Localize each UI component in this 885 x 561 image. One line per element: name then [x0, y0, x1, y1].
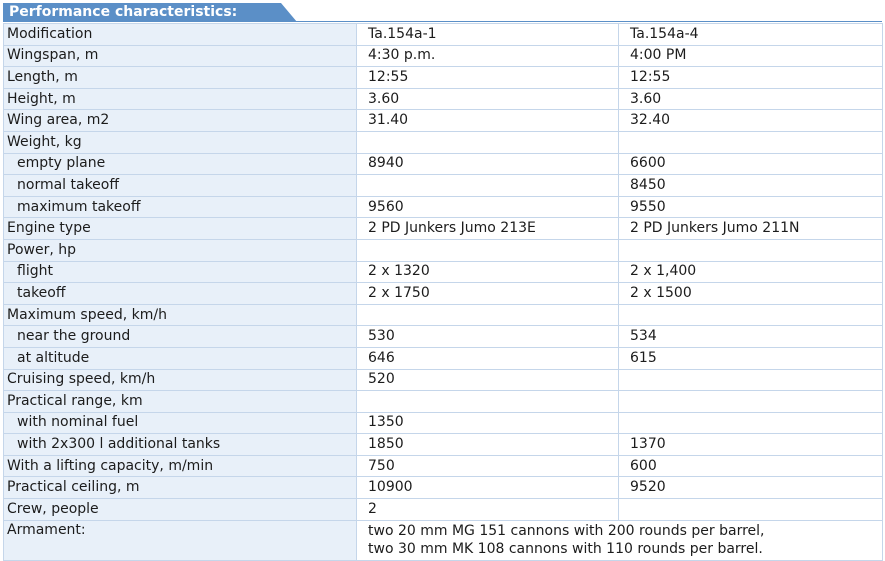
- value-ta154a-4: [619, 304, 883, 326]
- value-ta154a-4: 4:00 PM: [619, 45, 883, 67]
- row-label: Wingspan, m: [4, 45, 357, 67]
- value-ta154a-4: [619, 499, 883, 521]
- table-row: [4, 499, 883, 521]
- value-ta154a-4: [619, 391, 883, 413]
- table-row: [4, 434, 883, 456]
- column-header-ta154a-4: Ta.154a-4: [619, 24, 883, 46]
- table-row: [4, 175, 883, 197]
- value-ta154a-4: 8450: [619, 175, 883, 197]
- value-ta154a-1: 2 x 1320: [357, 261, 619, 283]
- row-label: empty plane: [4, 153, 357, 175]
- row-label: Height, m: [4, 88, 357, 110]
- row-label: Power, hp: [4, 239, 357, 261]
- value-ta154a-4: 9550: [619, 196, 883, 218]
- value-ta154a-1: 520: [357, 369, 619, 391]
- row-label: at altitude: [4, 347, 357, 369]
- value-ta154a-4: 600: [619, 455, 883, 477]
- table-row: [4, 153, 883, 175]
- table-row: [4, 326, 883, 348]
- value-ta154a-1: 3.60: [357, 88, 619, 110]
- table-row: [4, 412, 883, 434]
- value-ta154a-1: 31.40: [357, 110, 619, 132]
- table-row: [4, 131, 883, 153]
- table-header-row: [4, 24, 883, 46]
- performance-table: [3, 23, 883, 561]
- table-row: [4, 218, 883, 240]
- value-ta154a-1: 1850: [357, 434, 619, 456]
- row-label: with nominal fuel: [4, 412, 357, 434]
- header-divider: [3, 21, 882, 22]
- value-ta154a-4: 534: [619, 326, 883, 348]
- row-label: flight: [4, 261, 357, 283]
- row-label: with 2x300 l additional tanks: [4, 434, 357, 456]
- value-ta154a-4: 3.60: [619, 88, 883, 110]
- value-ta154a-1: 10900: [357, 477, 619, 499]
- section-header: [0, 0, 885, 22]
- table-row: [4, 347, 883, 369]
- row-label: near the ground: [4, 326, 357, 348]
- table-row-armament: [4, 520, 883, 560]
- value-ta154a-1: 2 x 1750: [357, 283, 619, 305]
- value-ta154a-1: [357, 175, 619, 197]
- table-row: [4, 239, 883, 261]
- table-row: [4, 455, 883, 477]
- table-row: [4, 261, 883, 283]
- row-label: normal takeoff: [4, 175, 357, 197]
- value-ta154a-1: 9560: [357, 196, 619, 218]
- table-row: [4, 110, 883, 132]
- section-title: Performance characteristics:: [9, 4, 238, 20]
- value-ta154a-1: 750: [357, 455, 619, 477]
- value-ta154a-4: 9520: [619, 477, 883, 499]
- value-ta154a-1: [357, 304, 619, 326]
- value-ta154a-4: 2 PD Junkers Jumo 211N: [619, 218, 883, 240]
- value-ta154a-4: [619, 131, 883, 153]
- value-ta154a-1: 8940: [357, 153, 619, 175]
- armament-line: two 30 mm MK 108 cannons with 110 rounds per barrel.: [368, 540, 763, 557]
- value-ta154a-1: [357, 131, 619, 153]
- row-label: Practical ceiling, m: [4, 477, 357, 499]
- row-label: Wing area, m2: [4, 110, 357, 132]
- table-row: [4, 45, 883, 67]
- value-ta154a-1: 2 PD Junkers Jumo 213E: [357, 218, 619, 240]
- row-label: Cruising speed, km/h: [4, 369, 357, 391]
- value-ta154a-1: 2: [357, 499, 619, 521]
- value-ta154a-4: 2 x 1,400: [619, 261, 883, 283]
- table-row: [4, 196, 883, 218]
- value-ta154a-1: 1350: [357, 412, 619, 434]
- value-ta154a-4: [619, 369, 883, 391]
- table-row: [4, 88, 883, 110]
- value-ta154a-1: 4:30 p.m.: [357, 45, 619, 67]
- value-ta154a-4: 32.40: [619, 110, 883, 132]
- value-ta154a-1: [357, 391, 619, 413]
- value-ta154a-4: 12:55: [619, 67, 883, 89]
- value-ta154a-4: 1370: [619, 434, 883, 456]
- value-ta154a-4: [619, 239, 883, 261]
- column-header-modification: Modification: [4, 24, 357, 46]
- armament-line: two 20 mm MG 151 cannons with 200 rounds per barrel,: [368, 522, 765, 539]
- row-label: With a lifting capacity, m/min: [4, 455, 357, 477]
- table-row: [4, 67, 883, 89]
- row-label: Maximum speed, km/h: [4, 304, 357, 326]
- value-ta154a-4: 615: [619, 347, 883, 369]
- value-ta154a-4: 2 x 1500: [619, 283, 883, 305]
- row-label: Armament:: [4, 520, 357, 560]
- value-ta154a-4: [619, 412, 883, 434]
- table-row: [4, 304, 883, 326]
- table-row: [4, 369, 883, 391]
- value-ta154a-1: 12:55: [357, 67, 619, 89]
- armament-value: [357, 520, 883, 560]
- value-ta154a-1: 646: [357, 347, 619, 369]
- row-label: Weight, kg: [4, 131, 357, 153]
- table-row: [4, 477, 883, 499]
- column-header-ta154a-1: Ta.154a-1: [357, 24, 619, 46]
- row-label: Practical range, km: [4, 391, 357, 413]
- value-ta154a-4: 6600: [619, 153, 883, 175]
- table-row: [4, 283, 883, 305]
- value-ta154a-1: 530: [357, 326, 619, 348]
- row-label: Engine type: [4, 218, 357, 240]
- row-label: maximum takeoff: [4, 196, 357, 218]
- row-label: takeoff: [4, 283, 357, 305]
- row-label: Length, m: [4, 67, 357, 89]
- row-label: Crew, people: [4, 499, 357, 521]
- value-ta154a-1: [357, 239, 619, 261]
- table-row: [4, 391, 883, 413]
